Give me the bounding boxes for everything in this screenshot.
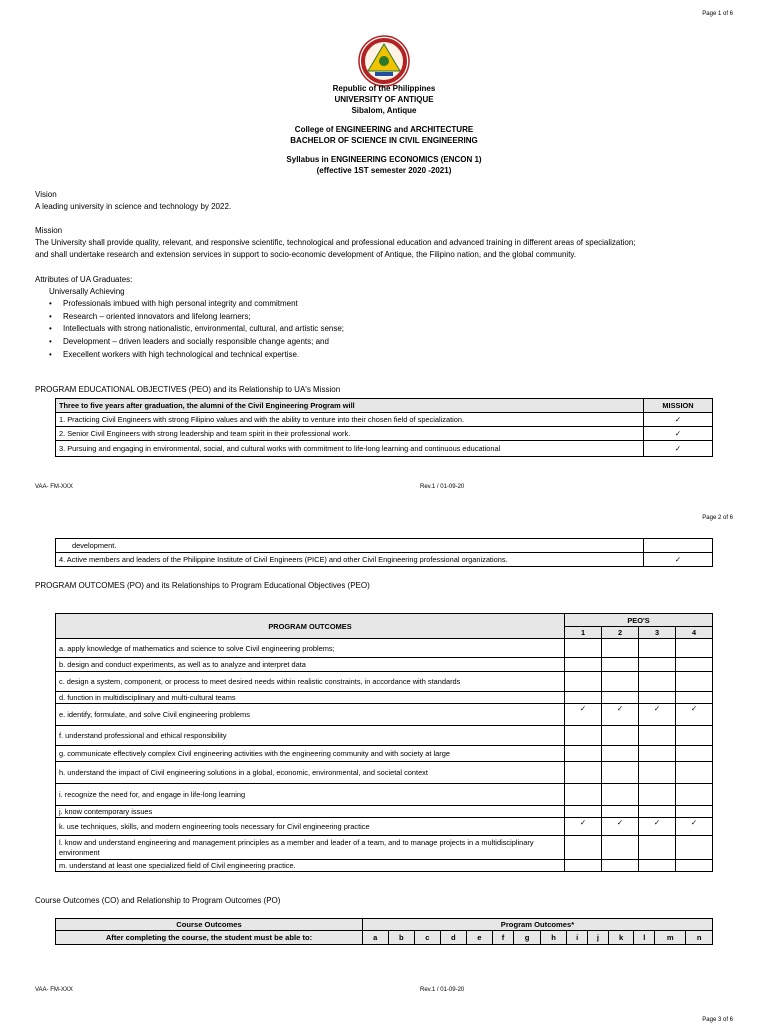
po-item: e. identify, formulate, and solve Civil engineering problems bbox=[56, 704, 565, 726]
peo-item: 2. Senior Civil Engineers with strong leadership and team spirit in their professional work. bbox=[56, 427, 644, 441]
check-mark: ✓ bbox=[602, 704, 639, 726]
table-row bbox=[56, 818, 713, 836]
check-mark: ✓ bbox=[644, 553, 713, 567]
attributes-list bbox=[35, 298, 735, 362]
table-row bbox=[56, 726, 713, 746]
mission-text: The University shall provide quality, relevant, and responsive scientific, technological and professional education and advanced training in different areas of specialization; bbox=[35, 238, 636, 247]
peo-table bbox=[55, 398, 713, 457]
list-item: • Development – driven leaders and socially responsible change agents; and bbox=[35, 336, 735, 349]
table-row bbox=[56, 672, 713, 692]
po-item: a. apply knowledge of mathematics and science to solve Civil engineering problems; bbox=[56, 639, 565, 658]
letterhead-address: Sibalom, Antique bbox=[351, 106, 417, 115]
peo-item: 3. Pursuing and engaging in environmental, social, and cultural works with commitment to life-long learning and continuous educational bbox=[56, 441, 644, 457]
peos-header: PEO'S bbox=[565, 614, 713, 627]
program-outcomes-header: Program Outcomes* bbox=[363, 919, 713, 931]
peo-section-title: PROGRAM EDUCATIONAL OBJECTIVES (PEO) and its Relationship to UA's Mission bbox=[35, 385, 341, 394]
peo-table-continued bbox=[55, 538, 713, 567]
po-section-title: PROGRAM OUTCOMES (PO) and its Relationships to Program Educational Objectives (PEO) bbox=[35, 581, 370, 590]
page-number: Page 2 of 6 bbox=[702, 515, 733, 521]
po-item: l. know and understand engineering and management principles as a member and leader of a team, and to manage projects in a multidisciplinary environment bbox=[56, 836, 565, 860]
mission-title: Mission bbox=[35, 226, 63, 235]
letterhead-program: BACHELOR OF SCIENCE IN CIVIL ENGINEERING bbox=[290, 136, 478, 145]
revision-code: Rev.1 / 01-09-20 bbox=[420, 484, 465, 490]
check-mark: ✓ bbox=[639, 704, 676, 726]
list-item: • Research – oriented innovators and lifelong learners; bbox=[35, 311, 735, 324]
syllabus-title: Syllabus in ENGINEERING ECONOMICS (ENCON 1) bbox=[286, 155, 482, 164]
vision-text: A leading university in science and technology by 2022. bbox=[35, 202, 232, 211]
po-letter: j bbox=[588, 931, 609, 945]
table-row bbox=[56, 806, 713, 818]
table-row bbox=[56, 692, 713, 704]
mission-column-header: MISSION bbox=[644, 399, 713, 413]
co-section-title: Course Outcomes (CO) and Relationship to Program Outcomes (PO) bbox=[35, 896, 281, 905]
peo-item: 4. Active members and leaders of the Philippine Institute of Civil Engineers (PICE) and other Civil Engineering professional organizations. bbox=[56, 553, 644, 567]
po-item: k. use techniques, skills, and modern engineering tools necessary for Civil engineering practice bbox=[56, 818, 565, 836]
po-letter: a bbox=[363, 931, 389, 945]
po-item: g. communicate effectively complex Civil engineering activities with the engineering community and with society at large bbox=[56, 746, 565, 762]
peo-number: 2 bbox=[602, 627, 639, 639]
attributes-title: Attributes of UA Graduates: bbox=[35, 275, 133, 284]
po-letter: c bbox=[415, 931, 441, 945]
table-row bbox=[56, 553, 713, 567]
po-item: j. know contemporary issues bbox=[56, 806, 565, 818]
check-mark: ✓ bbox=[644, 427, 713, 441]
letterhead-university: UNIVERSITY OF ANTIQUE bbox=[334, 95, 434, 104]
check-mark: ✓ bbox=[676, 704, 713, 726]
table-row bbox=[56, 427, 713, 441]
peo-number: 4 bbox=[676, 627, 713, 639]
peo-number: 3 bbox=[639, 627, 676, 639]
course-outcomes-header: Course Outcomes bbox=[56, 919, 363, 931]
table-row bbox=[56, 704, 713, 726]
peo-column-header: Three to five years after graduation, the alumni of the Civil Engineering Program will bbox=[56, 399, 644, 413]
po-table bbox=[55, 613, 713, 872]
check-mark: ✓ bbox=[602, 818, 639, 836]
table-row bbox=[56, 413, 713, 427]
table-row bbox=[56, 441, 713, 457]
empty-cell bbox=[644, 539, 713, 553]
po-letter: l bbox=[634, 931, 655, 945]
page-number: Page 3 of 6 bbox=[702, 1017, 733, 1023]
table-row bbox=[56, 658, 713, 672]
po-letter: i bbox=[567, 931, 588, 945]
po-letter: k bbox=[608, 931, 634, 945]
mission-section bbox=[35, 225, 735, 261]
po-item: h. understand the impact of Civil engineering solutions in a global, economic, environmental, and societal context bbox=[56, 762, 565, 784]
check-mark: ✓ bbox=[676, 818, 713, 836]
attributes-section bbox=[35, 274, 735, 362]
check-mark: ✓ bbox=[639, 818, 676, 836]
peo-number: 1 bbox=[565, 627, 602, 639]
page-number: Page 1 of 6 bbox=[702, 11, 733, 17]
vision-title: Vision bbox=[35, 190, 57, 199]
syllabus-effectivity: (effective 1ST semester 2020 -2021) bbox=[316, 166, 452, 175]
po-letter: f bbox=[492, 931, 514, 945]
po-letter: g bbox=[514, 931, 540, 945]
po-item: d. function in multidisciplinary and multi-cultural teams bbox=[56, 692, 565, 704]
co-table bbox=[55, 918, 713, 945]
po-letter: n bbox=[686, 931, 713, 945]
letterhead-country: Republic of the Philippines bbox=[332, 84, 436, 93]
mission-text: and shall undertake research and extension services in support to socio-economic development of Antique, the Filipino nation, and the global community. bbox=[35, 250, 577, 259]
university-seal-logo bbox=[357, 35, 411, 87]
po-letter: h bbox=[540, 931, 566, 945]
po-letter: b bbox=[388, 931, 414, 945]
attributes-subtitle: Universally Achieving bbox=[49, 287, 125, 296]
table-row bbox=[56, 746, 713, 762]
program-outcomes-header: PROGRAM OUTCOMES bbox=[56, 614, 565, 639]
table-row bbox=[56, 639, 713, 658]
list-item: • Intellectuals with strong nationalistic, environmental, cultural, and artistic sense; bbox=[35, 323, 735, 336]
form-code: VAA- FM-XXX bbox=[35, 987, 73, 993]
table-row bbox=[56, 836, 713, 860]
peo-item-continued: development. bbox=[56, 539, 644, 553]
form-code: VAA- FM-XXX bbox=[35, 484, 73, 490]
po-letter: m bbox=[655, 931, 686, 945]
po-item: c. design a system, component, or process to meet desired needs within realistic constraints, in accordance with standards bbox=[56, 672, 565, 692]
po-item: b. design and conduct experiments, as well as to analyze and interpret data bbox=[56, 658, 565, 672]
po-item: m. understand at least one specialized field of Civil engineering practice. bbox=[56, 860, 565, 872]
vision-section bbox=[35, 189, 735, 213]
revision-code: Rev.1 / 01-09-20 bbox=[420, 987, 465, 993]
po-letter: d bbox=[440, 931, 466, 945]
po-item: i. recognize the need for, and engage in life-long learning bbox=[56, 784, 565, 806]
table-row bbox=[56, 762, 713, 784]
po-item: f. understand professional and ethical responsibility bbox=[56, 726, 565, 746]
table-row bbox=[56, 539, 713, 553]
table-row bbox=[56, 860, 713, 872]
check-mark: ✓ bbox=[565, 818, 602, 836]
check-mark: ✓ bbox=[565, 704, 602, 726]
letterhead bbox=[0, 83, 768, 176]
course-outcomes-subheader: After completing the course, the student must be able to: bbox=[56, 931, 363, 945]
po-letter: e bbox=[467, 931, 493, 945]
list-item: • Execellent workers with high technological and technical expertise. bbox=[35, 349, 735, 362]
check-mark: ✓ bbox=[644, 413, 713, 427]
check-mark: ✓ bbox=[644, 441, 713, 457]
peo-item: 1. Practicing Civil Engineers with strong Filipino values and with the ability to venture into their chosen field of specialization. bbox=[56, 413, 644, 427]
list-item: • Professionals imbued with high personal integrity and commitment bbox=[35, 298, 735, 311]
table-row bbox=[56, 784, 713, 806]
letterhead-college: College of ENGINEERING and ARCHITECTURE bbox=[294, 125, 474, 134]
